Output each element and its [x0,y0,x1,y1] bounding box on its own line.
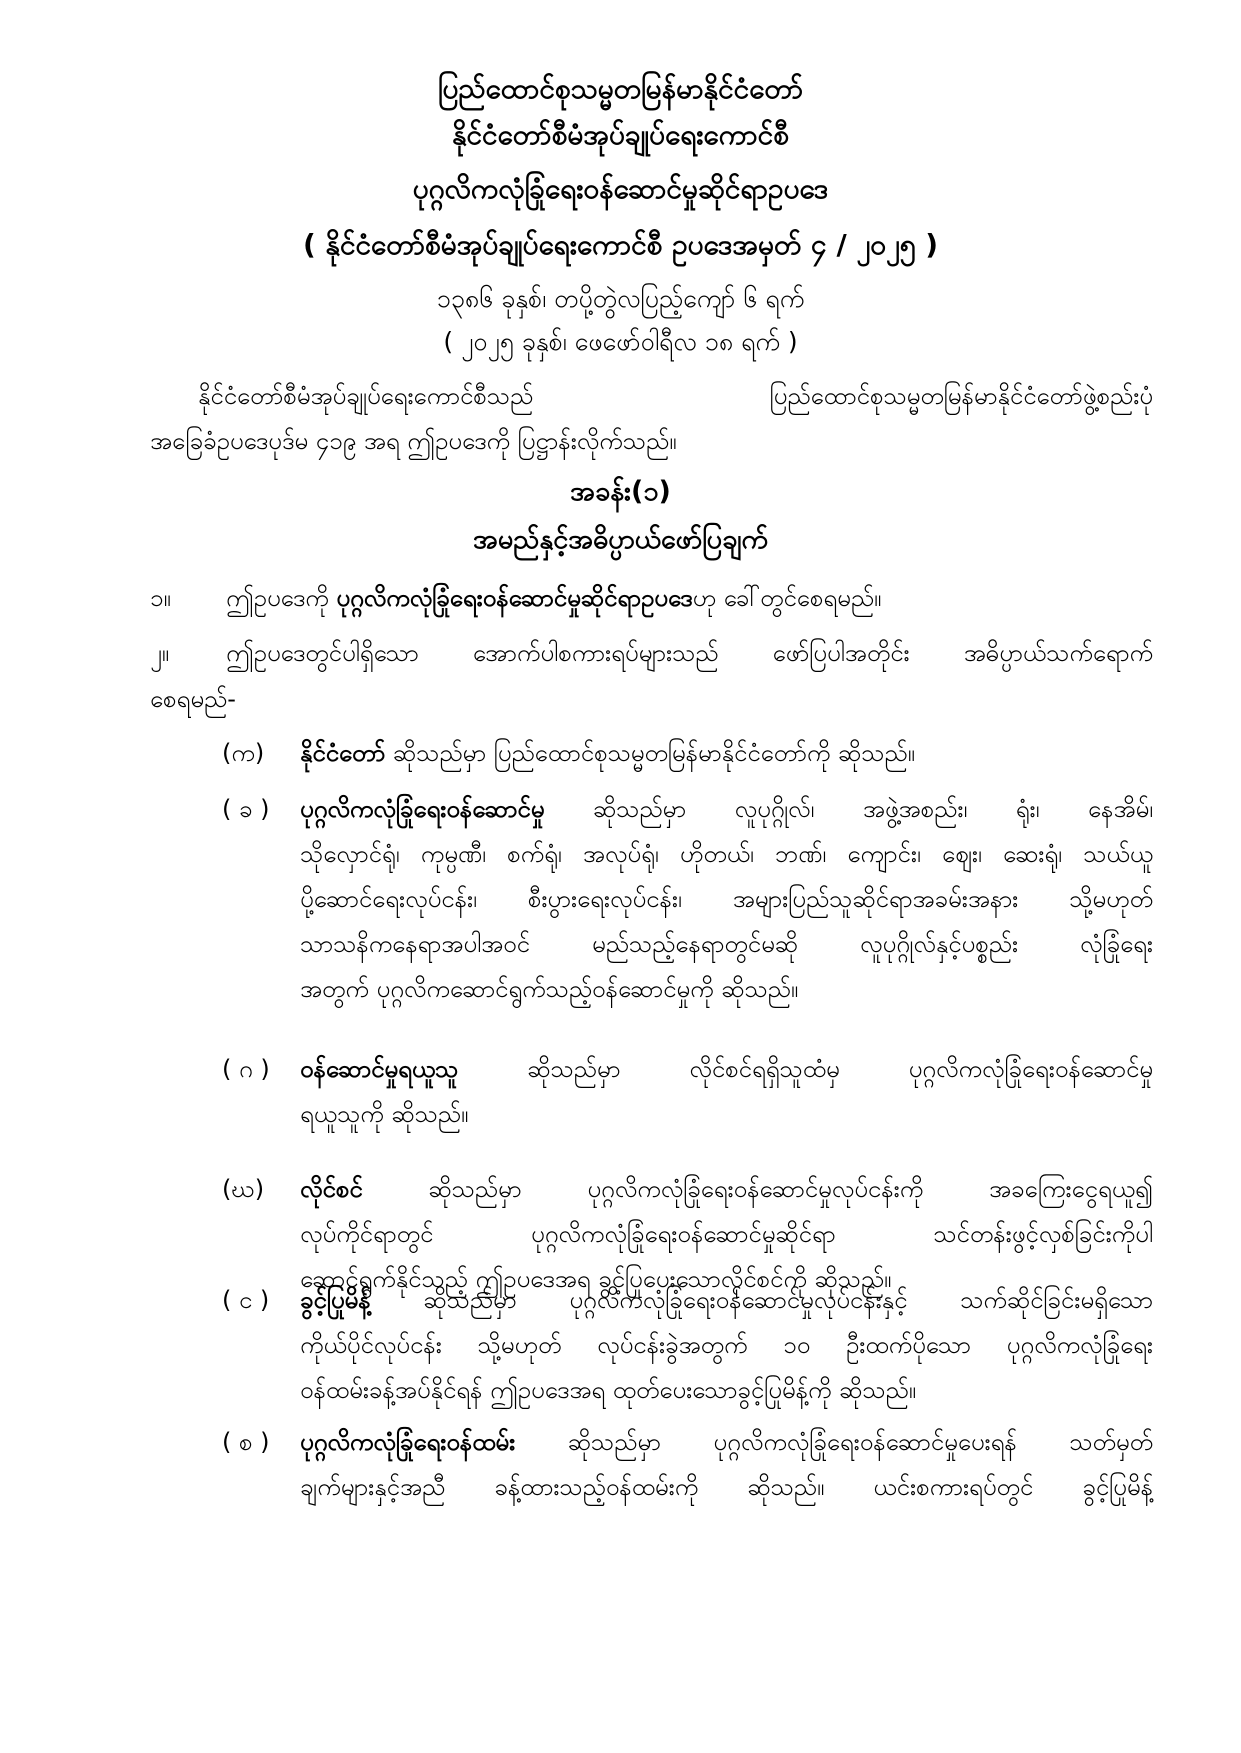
definition-marker: ( စ ) [222,1428,270,1456]
text-line [300,793,1153,829]
defined-term: ပုဂ္ဂလိကလုံခြုံရေးဝန်ဆောင်မှု [300,795,545,823]
law-number: ( နိုင်ငံတော်စီမံအုပ်ချုပ်ရေးကောင်စီ ဥပဒေအမှတ် ၄ / ၂၀၂၅ ) [302,228,939,261]
text-run: ဆိုသည်မှာ ပုဂ္ဂလိကလုံခြုံရေးဝန်ဆောင်မှုလုပ်ငန်းကို အခကြေးငွေရယူ၍ [362,1175,1153,1203]
text-run: ဆိုသည်မှာ လူပုဂ္ဂိုလ်၊ အဖွဲ့အစည်း၊ ရုံး၊ နေအိမ်၊ [544,795,1153,823]
definition-marker: ( ခ ) [222,795,270,823]
chapter-number: အခန်း(၁) [570,476,671,507]
definition-marker: ( ဂ ) [222,1055,270,1083]
text-line: အတွက် ပုဂ္ဂလိကဆောင်ရွက်သည့်ဝန်ဆောင်မှုကို ဆိုသည်။ [300,975,799,1003]
law-title: ပုဂ္ဂလိကလုံခြုံရေးဝန်ဆောင်မှုဆိုင်ရာဥပဒေ [412,172,829,205]
date-myanmar: ၁၃၈၆ ခုနှစ်၊ တပို့တွဲလပြည့်ကျော် ၆ ရက် [436,284,805,313]
chapter-title: အမည်နှင့်အဓိပ္ပာယ်ဖော်ပြချက် [473,524,768,555]
section-number: ၁။ [150,584,171,612]
preamble-line-1: နိုင်ငံတော်စီမံအုပ်ချုပ်ရေးကောင်စီသည် ပြည်ထောင်စုသမ္မတမြန်မာနိုင်ငံတော်ဖွဲ့စည်းပုံ [198,382,1153,410]
text-line: ဆောင်ရွက်နိုင်သည့် ဤဥပဒေအရ ခွင့်ပြုပေးသောလိုင်စင်ကို ဆိုသည်။ [300,1265,892,1293]
text-line: ဝန်ထမ်းခန့်အပ်နိုင်ရန် ဤဥပဒေအရ ထုတ်ပေးသောခွင့်ပြုမိန့်ကို ဆိုသည်။ [300,1376,916,1404]
text-line: သိုလှောင်ရုံ၊ ကုမ္ပဏီ၊ စက်ရုံ၊ အလုပ်ရုံ၊ ဟိုတယ်၊ ဘဏ်၊ ကျောင်း၊ ဈေး၊ ဆေးရုံ၊ သယ်ယူ [300,840,1153,868]
country-name: ပြည်ထောင်စုသမ္မတမြန်မာနိုင်ငံတော် [437,72,804,105]
text-line: ရယူသူကို ဆိုသည်။ [300,1100,469,1128]
text-line: ချက်များနှင့်အညီ ခန့်ထားသည့်ဝန်ထမ်းကို ဆိုသည်။ ယင်းစကားရပ်တွင် ခွင့်ပြုမိန့် [300,1473,1153,1501]
text-line: ကိုယ်ပိုင်လုပ်ငန်း သို့မဟုတ် လုပ်ငန်းခွဲအတွက် ၁၀ ဦးထက်ပိုသော ပုဂ္ဂလိကလုံခြုံရေး [300,1331,1153,1359]
text-line [300,737,915,773]
text-run: ဟု ခေါ်တွင်စေရမည်။ [692,584,882,612]
text-line [300,1053,1153,1089]
text-run: ဤဥပဒေကို [226,584,337,612]
text-run: ဆိုသည်မှာ ပြည်ထောင်စုသမ္မတမြန်မာနိုင်ငံတော်ကို ဆိုသည်။ [385,739,915,767]
defined-term: ခွင့်ပြုမိန့် [300,1286,371,1314]
date-gregorian: ( ၂၀၂၅ ခုနှစ်၊ ဖေဖော်ဝါရီလ ၁၈ ရက် ) [443,327,798,356]
text-run: ဆိုသည်မှာ ပုဂ္ဂလိကလုံခြုံရေးဝန်ဆောင်မှုလုပ်ငန်းနှင့် သက်ဆိုင်ခြင်းမရှိသော [370,1286,1153,1314]
section-number: ၂။ [150,639,170,667]
text-line: ဤဥပဒေတွင်ပါရှိသော အောက်ပါစကားရပ်များသည် ဖော်ပြပါအတိုင်း အဓိပ္ပာယ်သက်ရောက် [226,639,1153,667]
text-run: ဆိုသည်မှာ ပုဂ္ဂလိကလုံခြုံရေးဝန်ဆောင်မှုပေးရန် သတ်မှတ် [515,1428,1153,1456]
text-line [300,1284,1153,1320]
definition-marker: ( င ) [222,1286,270,1314]
definition-marker: (ဃ) [222,1175,265,1203]
council-name: နိုင်ငံတော်စီမံအုပ်ချုပ်ရေးကောင်စီ [452,118,789,151]
defined-term: ပုဂ္ဂလိကလုံခြုံရေးဝန်ဆောင်မှုဆိုင်ရာဥပဒေ [336,584,693,612]
text-line [226,582,881,618]
defined-term: ပုဂ္ဂလိကလုံခြုံရေးဝန်ထမ်း [300,1428,516,1456]
text-line: စေရမည်- [150,685,236,713]
text-run: ဆိုသည်မှာ လိုင်စင်ရရှိသူထံမှ ပုဂ္ဂလိကလုံခြုံရေးဝန်ဆောင်မှု [458,1055,1153,1083]
defined-term: ဝန်ဆောင်မှုရယူသူ [300,1055,459,1083]
text-line: သာသနိကနေရာအပါအဝင် မည်သည့်နေရာတွင်မဆို လူပုဂ္ဂိုလ်နှင့်ပစ္စည်း လုံခြုံရေး [300,930,1153,958]
definition-marker: (က) [222,739,265,767]
defined-term: လိုင်စင် [300,1175,363,1203]
text-line: လုပ်ကိုင်ရာတွင် ပုဂ္ဂလိကလုံခြုံရေးဝန်ဆောင်မှုဆိုင်ရာ သင်တန်းဖွင့်လှစ်ခြင်းကိုပါ [300,1220,1153,1248]
text-line [300,1426,1153,1462]
defined-term: နိုင်ငံတော် [300,739,386,767]
text-line: ပို့ဆောင်ရေးလုပ်ငန်း၊ စီးပွားရေးလုပ်ငန်း၊ အများပြည်သူဆိုင်ရာအခမ်းအနား သို့မဟုတ် [300,885,1153,913]
preamble-line-2: အခြေခံဥပဒေပုဒ်မ ၄၁၉ အရ ဤဥပဒေကို ပြဋ္ဌာန်းလိုက်သည်။ [150,427,677,455]
text-line [300,1173,1153,1209]
